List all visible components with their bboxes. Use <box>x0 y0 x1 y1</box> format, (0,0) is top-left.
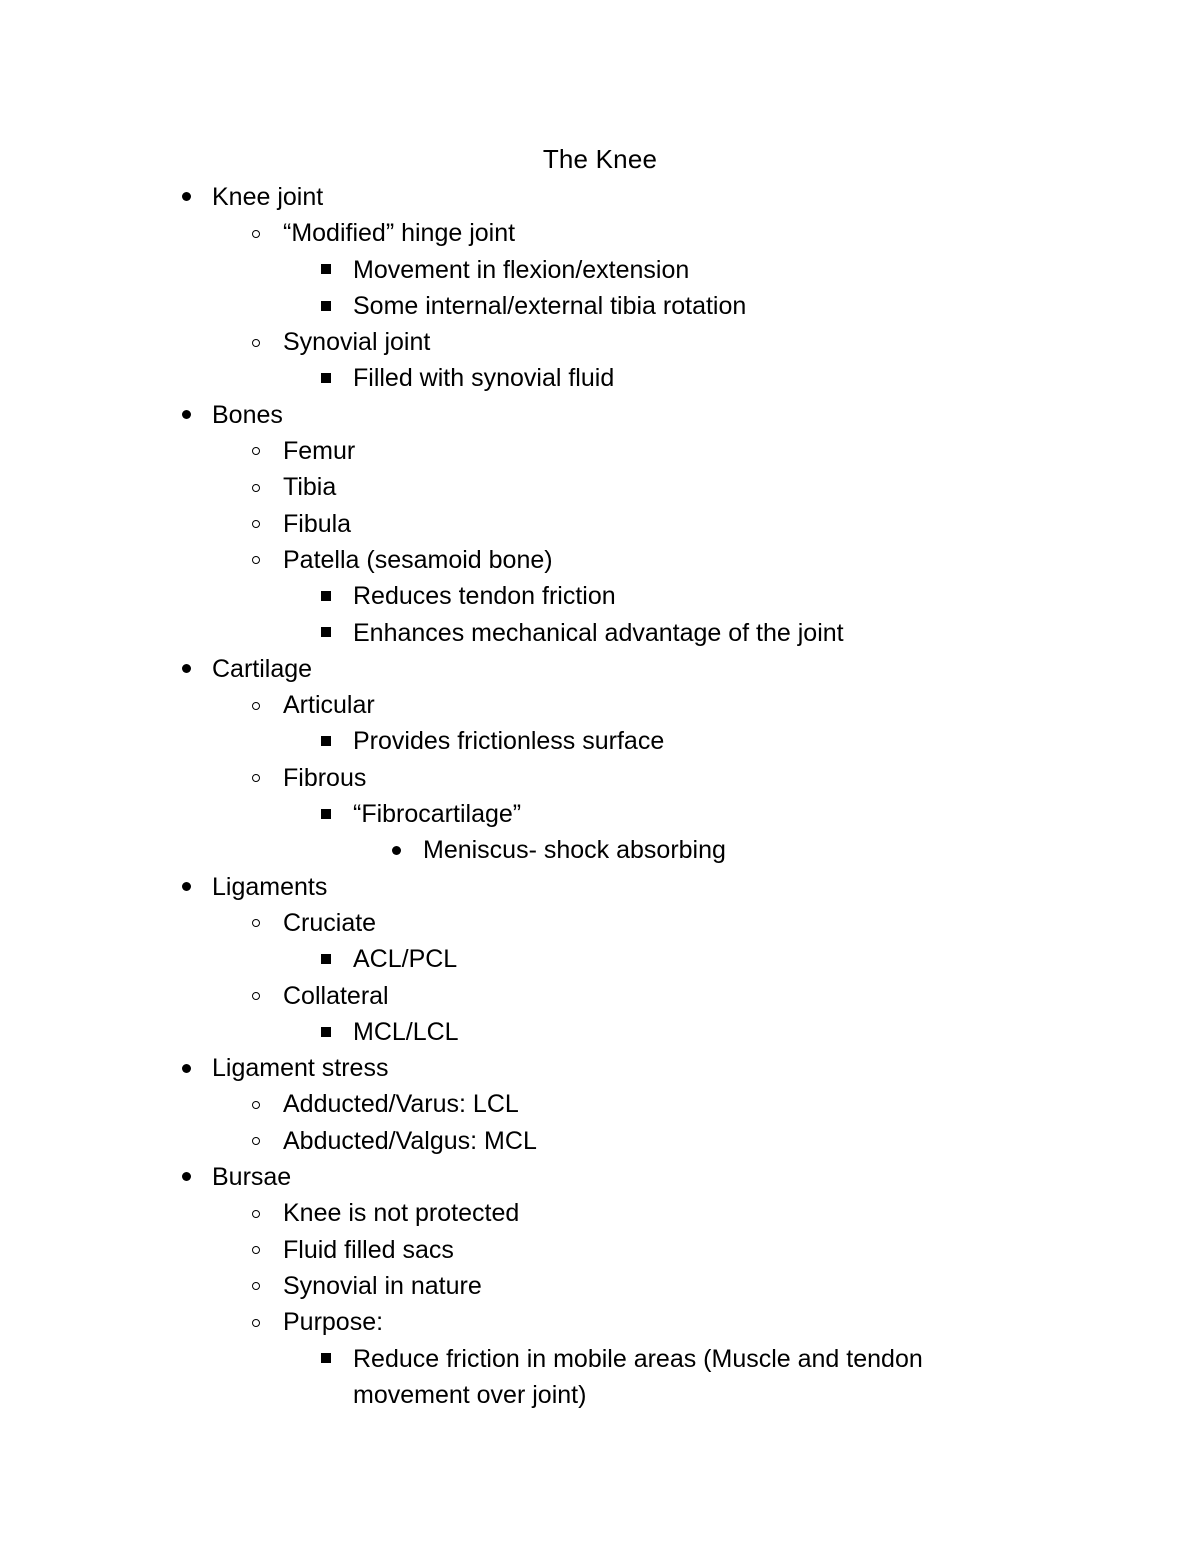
hollow-circle-bullet-icon <box>246 324 266 360</box>
hollow-circle-bullet-icon <box>246 542 266 578</box>
hollow-circle-bullet-icon <box>246 978 266 1014</box>
outline-item-text: Knee joint <box>212 183 324 211</box>
outline-item-level-4 <box>0 832 1200 868</box>
outline-item-level-3 <box>0 288 1200 324</box>
outline-item-level-2 <box>0 1195 1200 1231</box>
outline-item-level-2 <box>0 978 1200 1014</box>
outline-item-text: ACL/PCL <box>353 945 458 974</box>
outline-item-level-2 <box>0 1304 1200 1340</box>
outline-item-level-3 <box>0 796 1200 832</box>
hollow-circle-bullet-icon <box>246 433 266 469</box>
outline-item-text: Reduce friction in mobile areas (Muscle and tendon movement over joint) <box>353 1344 923 1409</box>
outline-item-level-3 <box>0 252 1200 288</box>
outline-item-text: Fluid filled sacs <box>283 1235 454 1264</box>
outline-item-text: Movement in flexion/extension <box>353 255 690 284</box>
outline-item-level-2 <box>0 215 1200 251</box>
outline-item-text: Ligament stress <box>212 1054 389 1083</box>
hollow-circle-bullet-icon <box>246 687 266 723</box>
hollow-circle-bullet-icon <box>246 1304 266 1340</box>
square-bullet-icon <box>316 252 336 288</box>
outline-item-level-3 <box>0 615 1200 651</box>
hollow-circle-bullet-icon <box>246 905 266 941</box>
outline-item-level-2 <box>0 1232 1200 1268</box>
hollow-circle-bullet-icon <box>246 1232 266 1268</box>
outline-item-text: Meniscus- shock absorbing <box>423 836 726 865</box>
outline-item-text: Provides frictionless surface <box>353 727 665 756</box>
square-bullet-icon <box>316 723 336 759</box>
hollow-circle-bullet-icon <box>246 1268 266 1304</box>
outline-item-text: “Modified” hinge joint <box>283 219 516 248</box>
outline-item-level-2 <box>0 760 1200 796</box>
hollow-circle-bullet-icon <box>246 506 266 542</box>
outline-item-level-3 <box>0 1341 1200 1414</box>
outline-item-text: Filled with synovial fluid <box>353 364 615 393</box>
outline-item-level-1 <box>0 1159 1200 1195</box>
outline-item-text: Some internal/external tibia rotation <box>353 291 747 320</box>
outline-item-level-3 <box>0 578 1200 614</box>
outline-item-level-2 <box>0 324 1200 360</box>
outline-item-level-2 <box>0 542 1200 578</box>
outline-item-level-3 <box>0 723 1200 759</box>
outline-item-text: Synovial in nature <box>283 1271 482 1300</box>
outline-item-text: Fibula <box>283 509 352 538</box>
outline-item-text: Abducted/Valgus: MCL <box>283 1126 537 1155</box>
outline-item-text: Fibrous <box>283 763 367 792</box>
hollow-circle-bullet-icon <box>246 1195 266 1231</box>
page-title: The Knee <box>542 144 658 174</box>
outline-item-text: MCL/LCL <box>353 1017 459 1046</box>
outline-item-text: Articular <box>283 691 375 720</box>
outline-list <box>0 179 1200 1413</box>
hollow-circle-bullet-icon <box>246 469 266 505</box>
outline-item-level-1 <box>0 869 1200 905</box>
outline-item-level-2 <box>0 1086 1200 1122</box>
outline-item-text: Patella (sesamoid bone) <box>283 545 553 574</box>
outline-item-text: Femur <box>283 437 356 466</box>
hollow-circle-bullet-icon <box>246 1123 266 1159</box>
square-bullet-icon <box>316 578 336 614</box>
outline-item-text: Adducted/Varus: LCL <box>283 1090 519 1119</box>
square-bullet-icon <box>316 288 336 324</box>
square-bullet-icon <box>316 941 336 977</box>
outline-item-text: Bones <box>212 400 283 429</box>
outline-item-level-3 <box>0 941 1200 977</box>
hollow-circle-bullet-icon <box>246 1086 266 1122</box>
outline-item-level-2 <box>0 1268 1200 1304</box>
outline-item-text: Collateral <box>283 981 389 1010</box>
hollow-circle-bullet-icon <box>246 215 266 251</box>
outline-item-level-2 <box>0 1123 1200 1159</box>
outline-item-level-2 <box>0 506 1200 542</box>
outline-item-level-3 <box>0 1014 1200 1050</box>
outline-item-level-1 <box>0 651 1200 687</box>
outline-item-text: Knee is not protected <box>283 1199 520 1228</box>
filled-circle-bullet-icon <box>176 651 196 687</box>
outline-item-level-1 <box>0 397 1200 433</box>
outline-item-text: “Fibrocartilage” <box>353 800 522 829</box>
square-bullet-icon <box>316 1341 336 1377</box>
outline-item-text: Tibia <box>283 473 337 502</box>
outline-item-level-2 <box>0 905 1200 941</box>
filled-circle-bullet-icon <box>176 1050 196 1086</box>
outline-item-level-2 <box>0 687 1200 723</box>
filled-circle-bullet-icon <box>176 869 196 905</box>
filled-circle-bullet-icon <box>176 179 196 215</box>
outline-item-text: Reduces tendon friction <box>353 582 616 611</box>
outline-item-text: Purpose: <box>283 1308 384 1337</box>
outline-item-text: Cruciate <box>283 908 377 937</box>
outline-item-level-2 <box>0 469 1200 505</box>
outline-item-text: Bursae <box>212 1163 292 1192</box>
outline-item-level-1 <box>0 179 1200 215</box>
outline-item-text: Ligaments <box>212 872 328 901</box>
hollow-circle-bullet-icon <box>246 760 266 796</box>
outline-item-level-3 <box>0 360 1200 396</box>
filled-circle-bullet-icon <box>386 832 406 868</box>
outline-item-text: Enhances mechanical advantage of the joint <box>353 618 844 647</box>
square-bullet-icon <box>316 615 336 651</box>
outline-item-text: Cartilage <box>212 654 313 683</box>
square-bullet-icon <box>316 1014 336 1050</box>
square-bullet-icon <box>316 360 336 396</box>
square-bullet-icon <box>316 796 336 832</box>
outline-item-level-1 <box>0 1050 1200 1086</box>
filled-circle-bullet-icon <box>176 397 196 433</box>
outline-item-level-2 <box>0 433 1200 469</box>
outline-item-text: Synovial joint <box>283 328 431 357</box>
filled-circle-bullet-icon <box>176 1159 196 1195</box>
